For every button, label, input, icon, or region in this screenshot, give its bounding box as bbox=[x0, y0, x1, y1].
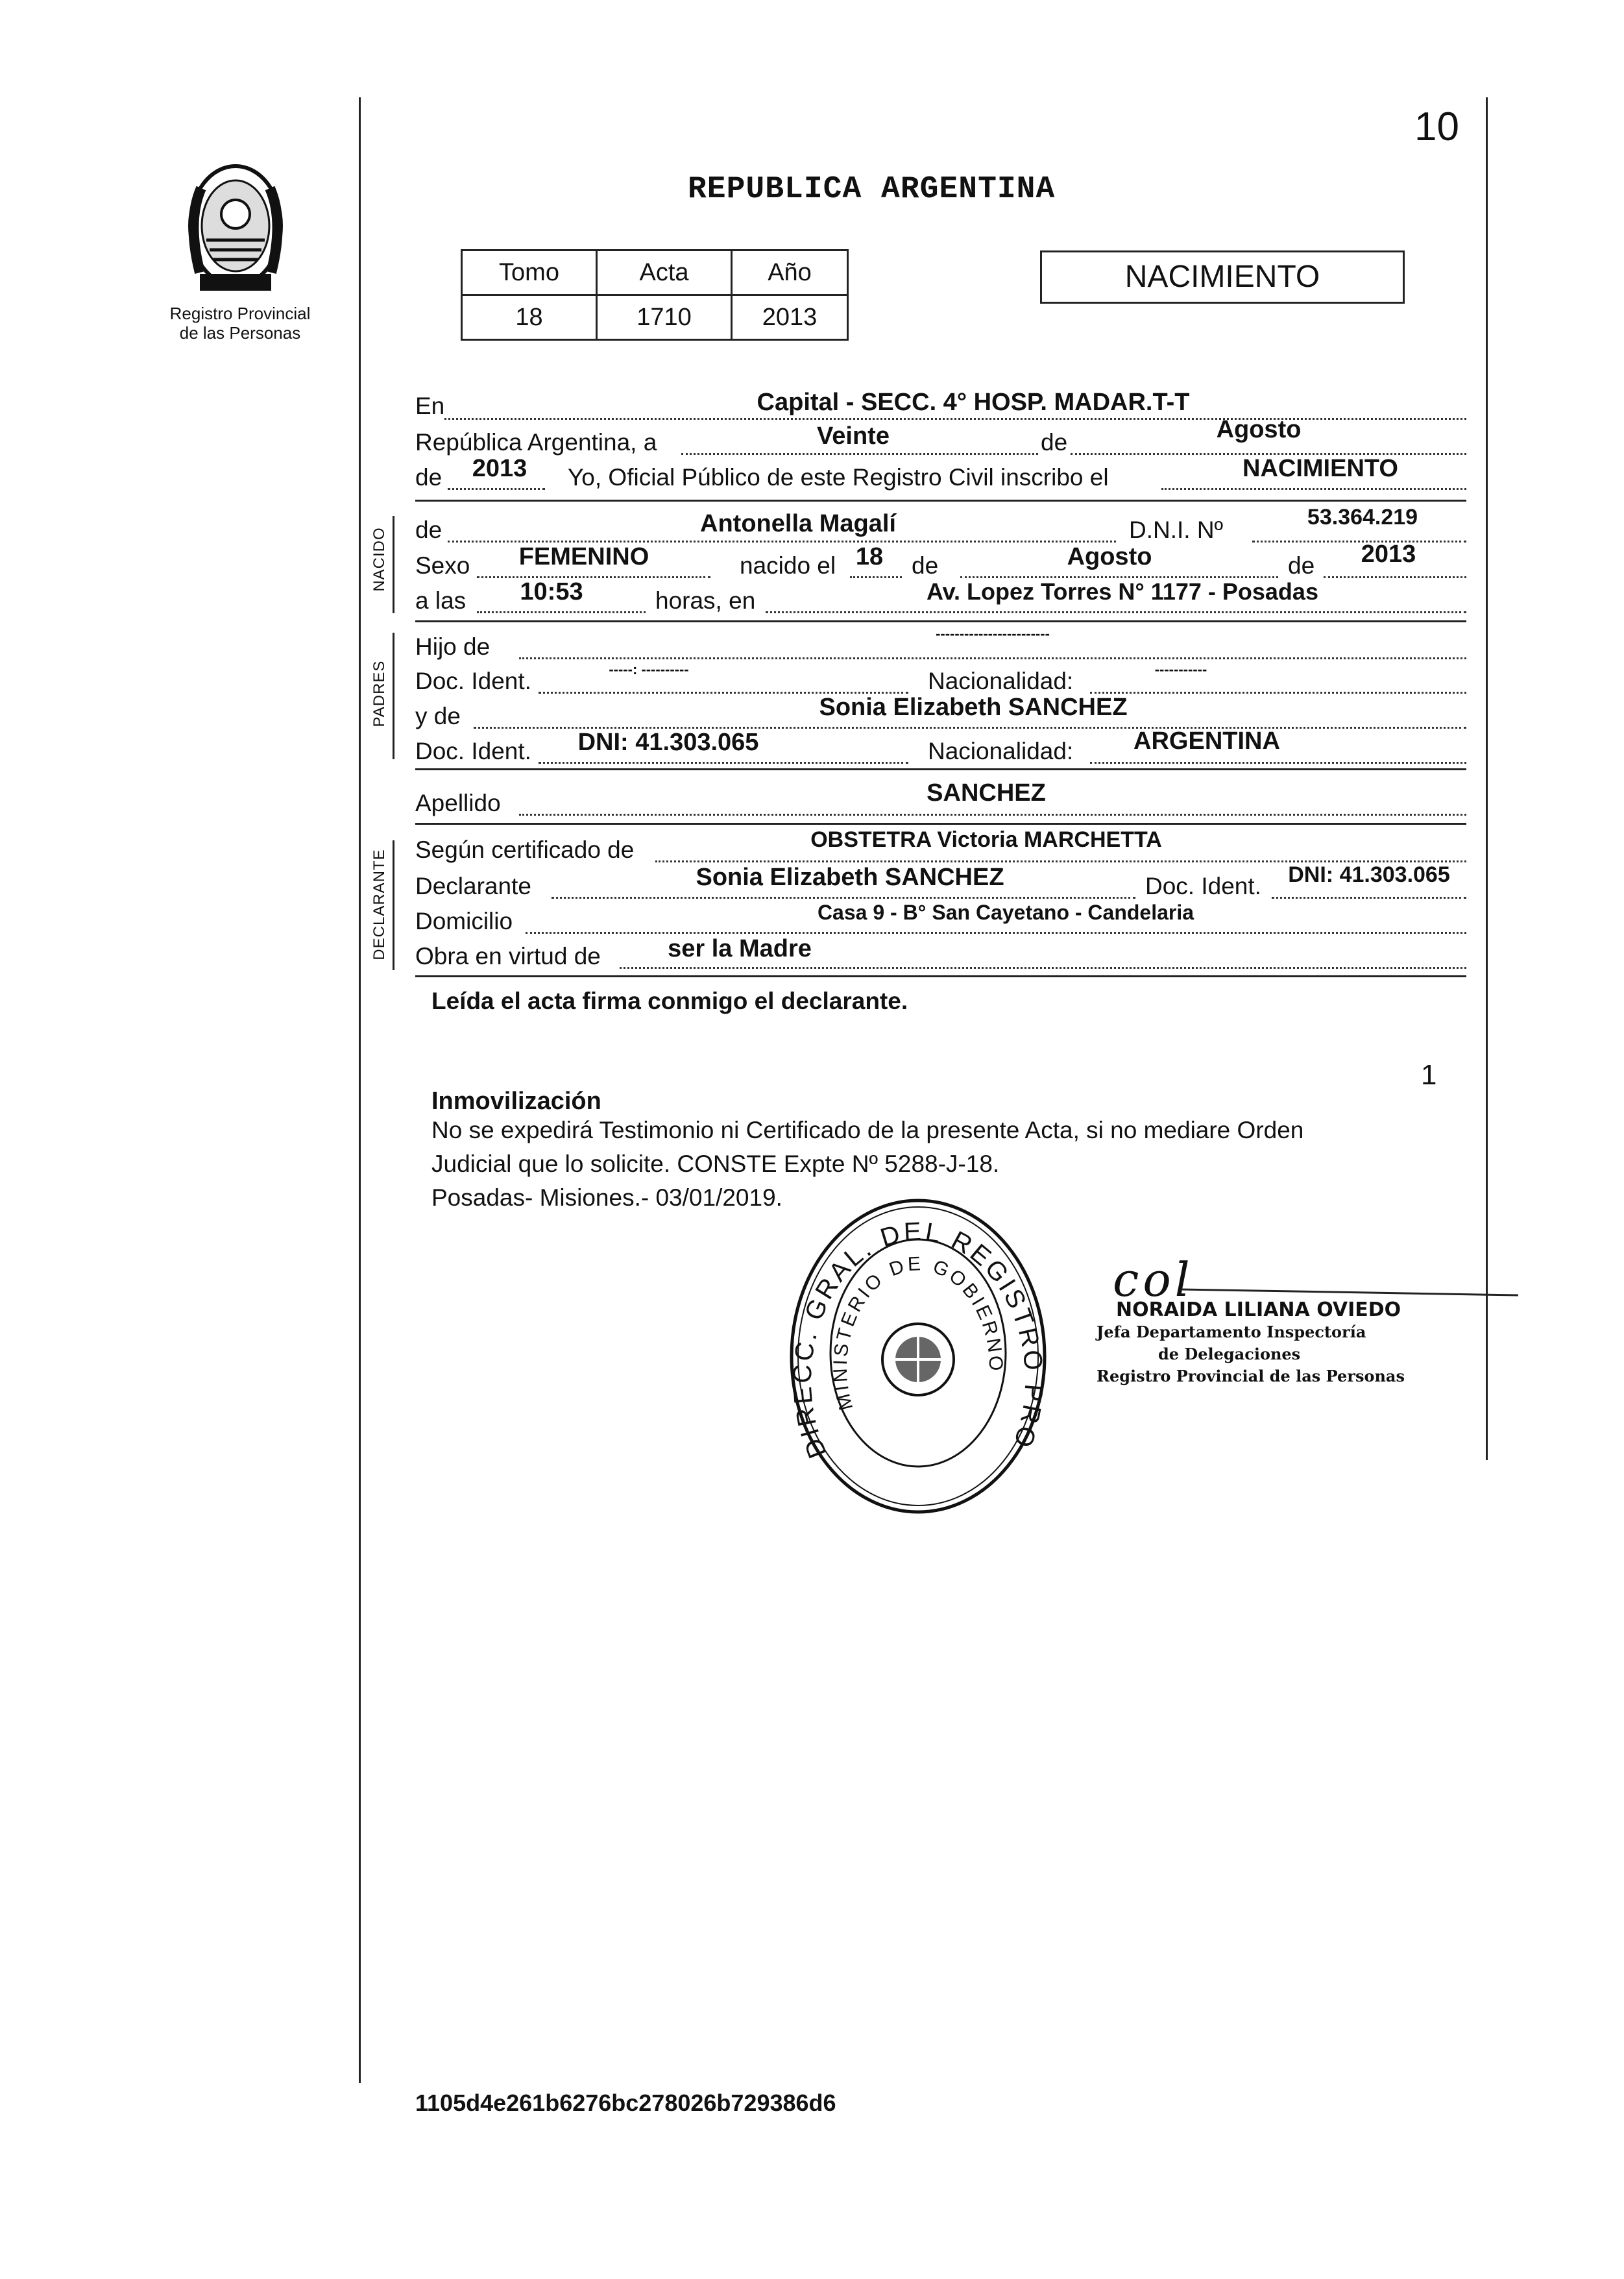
label-nacionalidad-madre: Nacionalidad: bbox=[928, 738, 1074, 764]
side-label-nacido: NACIDO bbox=[370, 527, 388, 592]
province-seal bbox=[161, 149, 310, 299]
signature-name: NORAIDA LILIANA OVIEDO bbox=[1116, 1298, 1401, 1321]
field-nombre: Antonella Magalí bbox=[700, 510, 896, 537]
field-anio-inscripcion: 2013 bbox=[472, 455, 527, 482]
side-label-padres: PADRES bbox=[370, 660, 388, 727]
line-obra bbox=[620, 967, 1466, 969]
inmovilizacion-line3: Posadas- Misiones.- 03/01/2019. bbox=[431, 1184, 782, 1211]
label-apellido: Apellido bbox=[415, 790, 501, 816]
inmovilizacion-title: Inmovilización bbox=[431, 1088, 601, 1115]
field-madre-nacionalidad: ARGENTINA bbox=[1133, 727, 1280, 755]
label-declarante: Declarante bbox=[415, 873, 531, 899]
field-anio-nacimiento: 2013 bbox=[1361, 541, 1416, 568]
line-domicilio bbox=[526, 932, 1466, 934]
section-rule-3 bbox=[415, 768, 1466, 770]
label-y-de: y de bbox=[415, 703, 461, 729]
signature-block bbox=[1097, 1299, 1421, 1387]
label-de-mes: de bbox=[1041, 429, 1068, 456]
left-margin-rule bbox=[359, 97, 361, 2083]
field-declarante-doc: DNI: 41.303.065 bbox=[1288, 862, 1450, 887]
line-apellido bbox=[519, 814, 1466, 816]
record-table-value-row bbox=[462, 295, 848, 340]
field-dia-letras: Veinte bbox=[817, 422, 890, 450]
label-yo-oficial: Yo, Oficial Público de este Registro Civil inscribo el bbox=[568, 464, 1109, 491]
label-de-anio-nac: de bbox=[1288, 552, 1315, 579]
field-padre-doc: -----: ---------- bbox=[609, 661, 689, 677]
record-type-box bbox=[1040, 250, 1405, 304]
province-seal-icon bbox=[161, 149, 310, 299]
field-mes-nacimiento: Agosto bbox=[1067, 543, 1152, 570]
label-en: En bbox=[415, 393, 445, 419]
record-type: NACIMIENTO bbox=[1124, 260, 1320, 294]
document-hash: 1105d4e261b6276bc278026b729386d6 bbox=[415, 2090, 836, 2116]
label-nacido-el: nacido el bbox=[740, 552, 836, 579]
label-segun-certificado: Según certificado de bbox=[415, 836, 635, 863]
stamp-inner-text: MINISTERIO DE GOBIERNO bbox=[829, 1253, 1007, 1413]
side-label-declarante: DECLARANTE bbox=[370, 849, 388, 960]
closing-leida: Leída el acta firma conmigo el declarante. bbox=[431, 988, 908, 1014]
field-dia-nacimiento: 18 bbox=[855, 543, 884, 570]
inmovilizacion-line1: No se expedirá Testimonio ni Certificado de la presente Acta, si no mediare Orden bbox=[431, 1117, 1304, 1143]
right-margin-rule bbox=[1486, 97, 1488, 1460]
note-number: 1 bbox=[1421, 1059, 1437, 1091]
label-horas-en: horas, en bbox=[655, 587, 756, 614]
signature-mark: col bbox=[1113, 1252, 1194, 1307]
line-doc-declarante bbox=[1272, 897, 1466, 899]
label-de-anio: de bbox=[415, 464, 442, 491]
field-certificado: OBSTETRA Victoria MARCHETTA bbox=[810, 827, 1162, 852]
label-nacionalidad-padre: Nacionalidad: bbox=[928, 668, 1074, 694]
label-sexo: Sexo bbox=[415, 552, 470, 579]
record-table-header-anio: Año bbox=[732, 250, 848, 295]
record-table bbox=[461, 249, 849, 341]
field-hora: 10:53 bbox=[520, 578, 583, 605]
label-doc-ident-madre: Doc. Ident. bbox=[415, 738, 531, 764]
record-table-header-row bbox=[462, 250, 848, 295]
section-rule-4 bbox=[415, 823, 1466, 825]
field-padre-nacionalidad: ----------- bbox=[1154, 661, 1207, 677]
field-apellido: SANCHEZ bbox=[927, 779, 1046, 807]
line-anio bbox=[448, 488, 545, 490]
record-table-header-tomo: Tomo bbox=[462, 250, 597, 295]
section-rule-1 bbox=[415, 500, 1466, 502]
field-lugar: Capital - SECC. 4° HOSP. MADAR.T-T bbox=[757, 389, 1190, 416]
line-dia bbox=[681, 453, 1038, 455]
signature-title1: Jefa Departamento Inspectoría bbox=[1097, 1322, 1366, 1341]
label-a-las: a las bbox=[415, 587, 467, 614]
line-lugar-nac bbox=[766, 611, 1466, 613]
label-de-mes-nac: de bbox=[912, 552, 939, 579]
field-declarante: Sonia Elizabeth SANCHEZ bbox=[696, 864, 1004, 891]
official-stamp bbox=[782, 1194, 1054, 1518]
line-hora bbox=[477, 611, 646, 613]
label-obra-en-virtud: Obra en virtud de bbox=[415, 943, 601, 969]
nacido-bracket bbox=[393, 516, 394, 613]
signature-title3: Registro Provincial de las Personas bbox=[1097, 1367, 1405, 1385]
official-stamp-icon bbox=[782, 1194, 1054, 1518]
registry-name-line2: de las Personas bbox=[179, 323, 301, 343]
registry-name-line1: Registro Provincial bbox=[169, 304, 311, 323]
field-padre: ------------------------ bbox=[936, 626, 1050, 642]
country-title: REPUBLICA ARGENTINA bbox=[688, 172, 1056, 207]
field-madre-doc: DNI: 41.303.065 bbox=[577, 729, 759, 756]
label-doc-ident-declarante: Doc. Ident. bbox=[1145, 873, 1261, 899]
field-madre: Sonia Elizabeth SANCHEZ bbox=[819, 694, 1128, 721]
label-domicilio: Domicilio bbox=[415, 908, 513, 934]
declarante-bracket bbox=[393, 840, 394, 970]
field-obra-virtud: ser la Madre bbox=[668, 935, 812, 962]
record-table-tomo: 18 bbox=[462, 295, 597, 340]
inmovilizacion-line2: Judicial que lo solicite. CONSTE Expte Nº 5288-J-18. bbox=[431, 1151, 1000, 1177]
record-table-anio: 2013 bbox=[732, 295, 848, 340]
label-doc-ident-padre: Doc. Ident. bbox=[415, 668, 531, 694]
label-dni: D.N.I. Nº bbox=[1129, 517, 1224, 543]
stamp-outer-text: DIRECC. GRAL. DEL REGISTRO PRO bbox=[788, 1217, 1048, 1463]
label-hijo-de: Hijo de bbox=[415, 633, 491, 660]
field-dni: 53.364.219 bbox=[1307, 505, 1418, 530]
label-republica: República Argentina, a bbox=[415, 429, 657, 456]
signature-stroke bbox=[1181, 1288, 1518, 1296]
field-sexo: FEMENINO bbox=[518, 543, 649, 570]
padres-bracket bbox=[393, 633, 394, 759]
line-nac-madre bbox=[1090, 762, 1466, 764]
page-number: 10 bbox=[1414, 104, 1459, 149]
field-domicilio: Casa 9 - B° San Cayetano - Candelaria bbox=[817, 901, 1194, 924]
record-table-acta: 1710 bbox=[597, 295, 732, 340]
signature-title2: de Delegaciones bbox=[1158, 1345, 1301, 1363]
line-acto bbox=[1161, 488, 1466, 490]
field-mes-inscripcion: Agosto bbox=[1216, 416, 1302, 443]
registry-name bbox=[149, 304, 331, 343]
record-table-header-acta: Acta bbox=[597, 250, 732, 295]
field-tipo-acto: NACIMIENTO bbox=[1242, 455, 1398, 482]
field-lugar-nacimiento: Av. Lopez Torres N° 1177 - Posadas bbox=[927, 578, 1318, 605]
line-doc-madre bbox=[539, 762, 908, 764]
label-de-nombre: de bbox=[415, 517, 442, 543]
section-rule-5 bbox=[415, 975, 1466, 977]
